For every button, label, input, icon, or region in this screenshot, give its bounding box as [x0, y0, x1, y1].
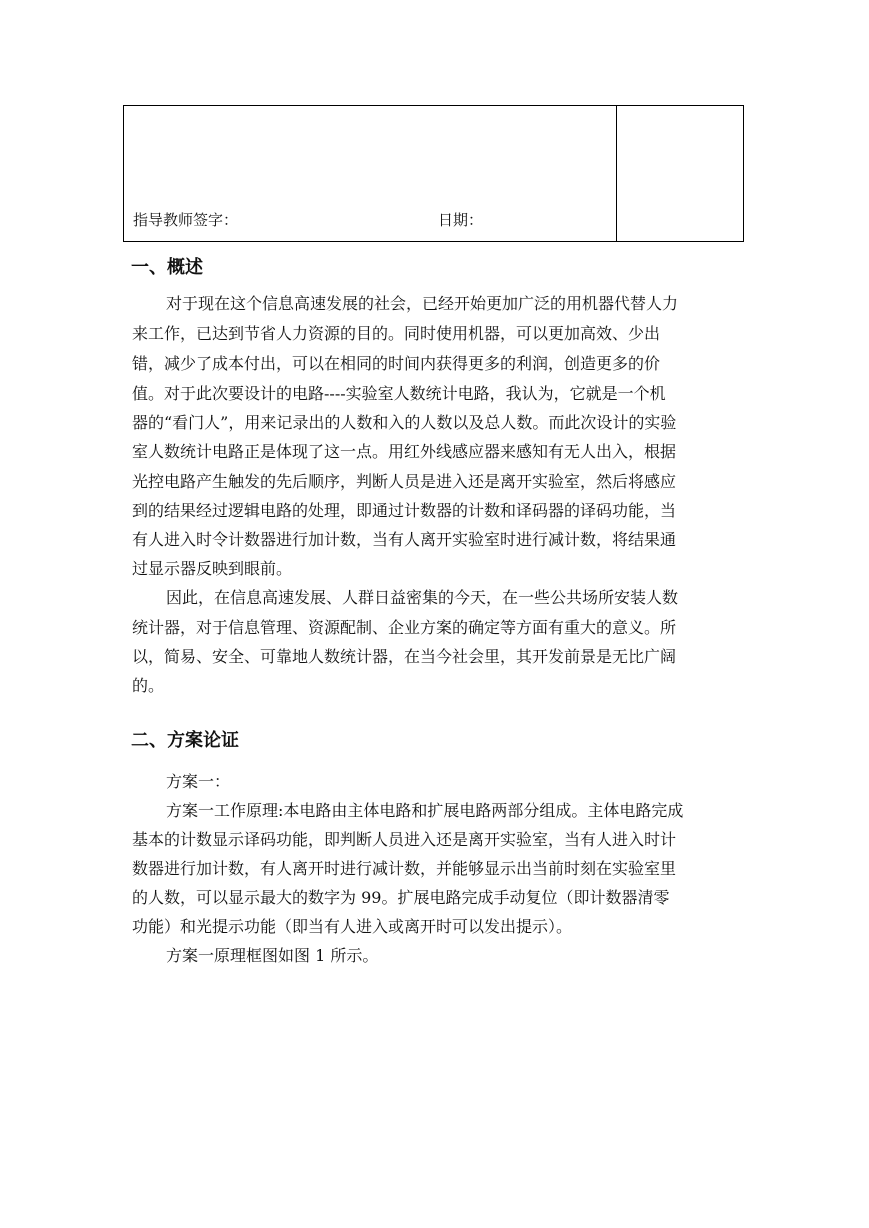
paragraph-line: 对于现在这个信息高速发展的社会，已经开始更加广泛的用机器代替人力 — [166, 294, 679, 313]
paragraph-line: 到的结果经过逻辑电路的处理，即通过计数器的计数和译码器的译码功能，当 — [132, 501, 677, 520]
paragraph-line: 方案一工作原理:本电路由主体电路和扩展电路两部分组成。主体电路完成 — [166, 801, 684, 820]
table-divider — [616, 106, 617, 241]
paragraph-line: 有人进入时令计数器进行加计数，当有人离开实验室时进行减计数，将结果通 — [132, 530, 677, 549]
paragraph-line: 值。对于此次要设计的电路----实验室人数统计电路，我认为，它就是一个机 — [132, 384, 666, 403]
paragraph-line: 数器进行加计数，有人离开时进行减计数，并能够显示出当前时刻在实验室里 — [132, 859, 677, 878]
paragraph-line: 的。 — [132, 676, 165, 695]
paragraph-line: 的人数，可以显示最大的数字为 99。扩展电路完成手动复位（即计数器清零 — [132, 888, 670, 907]
paragraph-line: 室人数统计电路正是体现了这一点。用红外线感应器来感知有无人出入，根据 — [132, 442, 677, 461]
paragraph-line: 以，简易、安全、可靠地人数统计器，在当今社会里，其开发前景是无比广阔 — [132, 647, 677, 666]
paragraph-line: 过显示器反映到眼前。 — [132, 559, 293, 578]
teacher-signature-label: 指导教师签字： — [133, 211, 239, 229]
paragraph-line: 来工作，已达到节省人力资源的目的。同时使用机器，可以更加高效、少出 — [132, 324, 661, 343]
paragraph-line: 功能）和光提示功能（即当有人进入或离开时可以发出提示）。 — [132, 917, 573, 936]
section-heading-scheme: 二、方案论证 — [131, 730, 239, 751]
date-label: 日期： — [438, 211, 484, 229]
paragraph-line: 方案一： — [166, 772, 231, 791]
signature-table — [123, 105, 744, 242]
paragraph-line: 光控电路产生触发的先后顺序，判断人员是进入还是离开实验室，然后将感应 — [132, 472, 677, 491]
paragraph-line: 错，减少了成本付出，可以在相同的时间内获得更多的利润，创造更多的价 — [132, 354, 661, 373]
section-heading-overview: 一、概述 — [131, 257, 203, 278]
paragraph-line: 方案一原理框图如图 1 所示。 — [166, 946, 379, 965]
paragraph-line: 因此，在信息高速发展、人群日益密集的今天，在一些公共场所安装人数 — [166, 588, 679, 607]
paragraph-line: 统计器，对于信息管理、资源配制、企业方案的确定等方面有重大的意义。所 — [132, 618, 677, 637]
paragraph-line: 基本的计数显示译码功能，即判断人员进入还是离开实验室，当有人进入时计 — [132, 830, 677, 849]
paragraph-line: 器的“看门人”，用来记录出的人数和入的人数以及总人数。而此次设计的实验 — [132, 413, 677, 432]
